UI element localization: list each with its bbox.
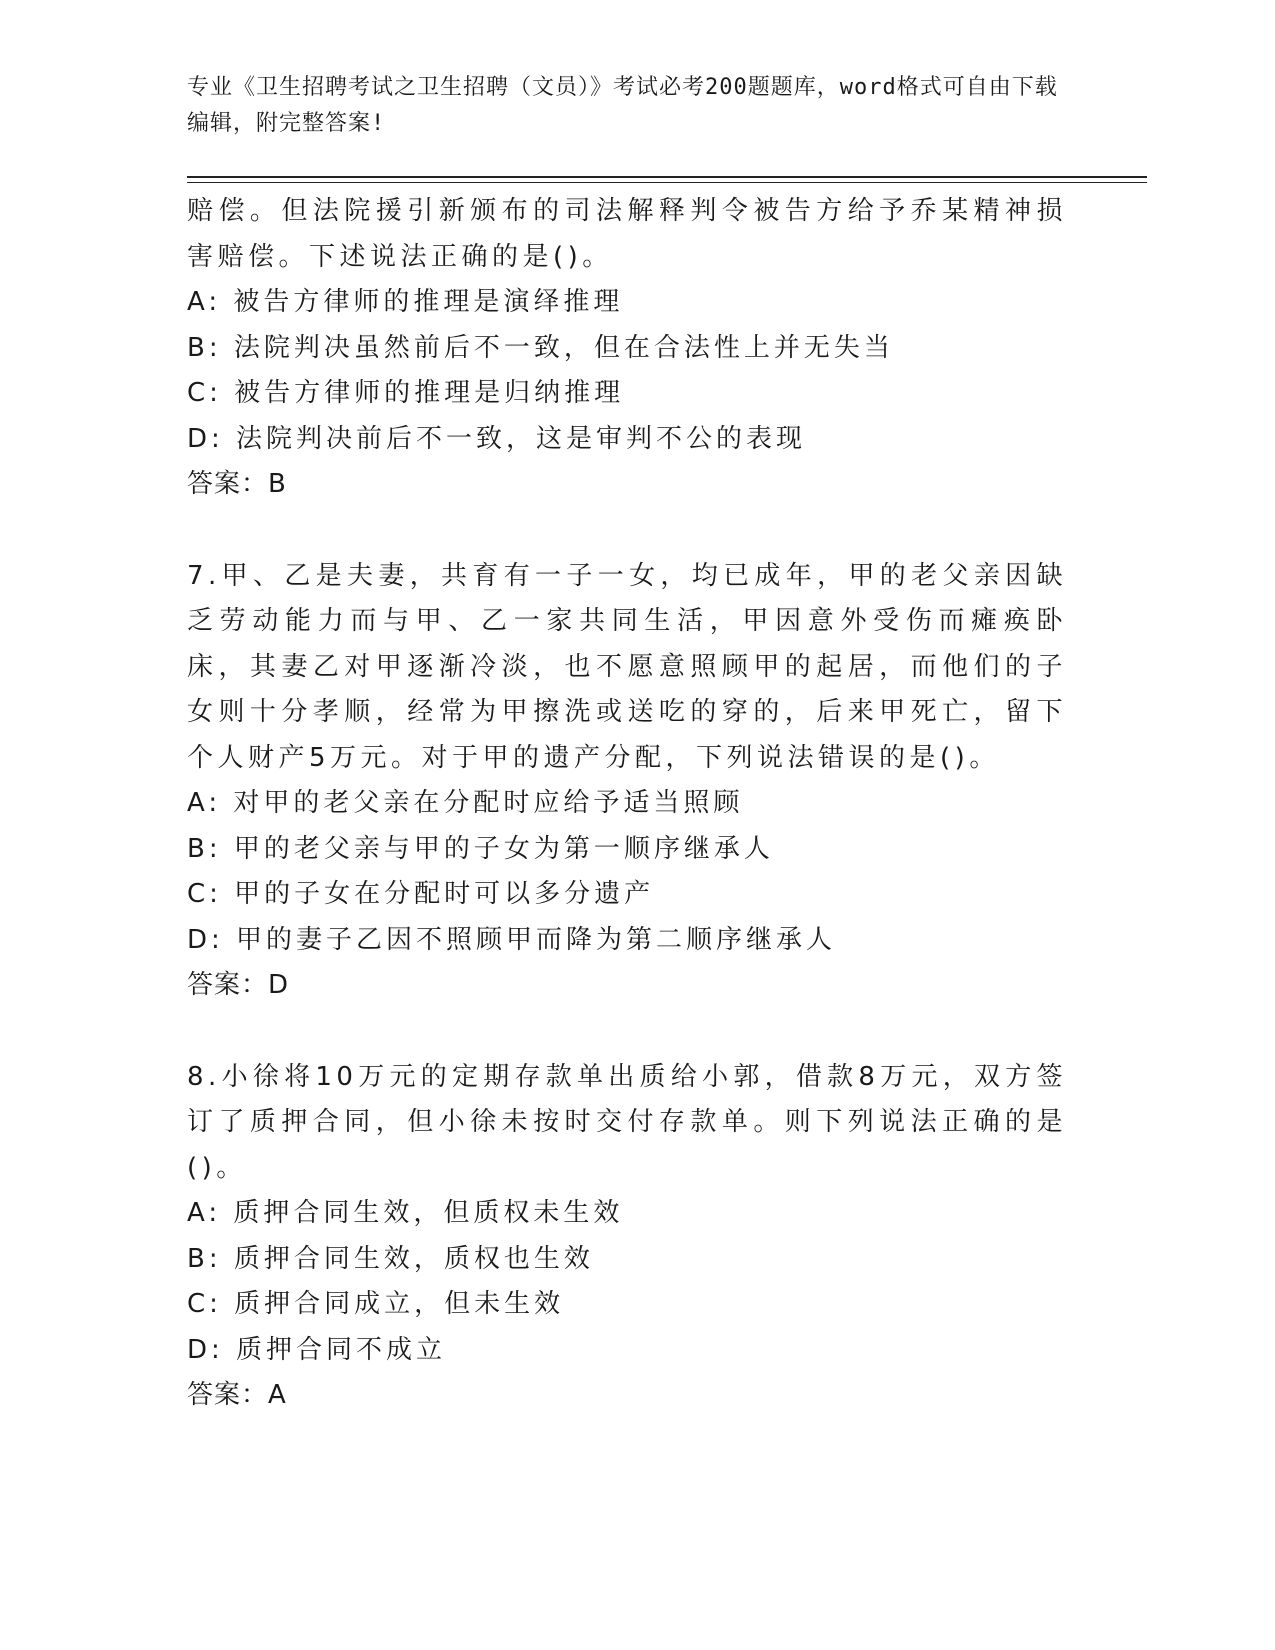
header-rule-thick xyxy=(187,176,1147,178)
question-stem: 赔偿。但法院援引新颁布的司法解释判令被告方给予乔某精神损害赔偿。下述说法正确的是()。 xyxy=(187,196,1067,272)
question-stem: 7.甲、乙是夫妻，共育有一子一女，均已成年，甲的老父亲因缺乏劳动能力而与甲、乙一家共同生活，甲因意外受伤而瘫痪卧床，其妻乙对甲逐渐冷淡，也不愿意照顾甲的起居，而他们的子女则十分孝顺，经常为甲擦洗或送吃的穿的，后来甲死亡，留下个人财产5万元。对于甲的遗产分配，下列说法错误的是()。 xyxy=(187,560,1067,773)
option-c: C: 被告方律师的推理是归纳推理 xyxy=(187,378,625,408)
option-d: D: 甲的妻子乙因不照顾甲而降为第二顺序继承人 xyxy=(187,924,837,955)
option-d: D: 质押合同不成立 xyxy=(187,1334,447,1365)
answer-line: 答案：A xyxy=(187,1380,287,1410)
question-stem: 8.小徐将10万元的定期存款单出质给小郭，借款8万元，双方签订了质押合同，但小徐未按时交付存款单。则下列说法正确的是()。 xyxy=(187,1061,1067,1183)
question-spacer xyxy=(187,508,1067,554)
option-b: B: 质押合同生效，质权也生效 xyxy=(187,1243,594,1274)
option-b: B: 甲的老父亲与甲的子女为第一顺序继承人 xyxy=(187,833,774,864)
question-block xyxy=(187,1055,1067,1419)
option-a: A: 质押合同生效，但质权未生效 xyxy=(187,1198,624,1228)
header-rule-thin xyxy=(187,182,1147,183)
document-header: 专业《卫生招聘考试之卫生招聘（文员）》考试必考200题题库，word格式可自由下载编辑，附完整答案! xyxy=(187,75,1058,136)
question-list xyxy=(187,189,1067,1419)
option-d: D: 法院判决前后不一致，这是审判不公的表现 xyxy=(187,423,807,454)
question-block xyxy=(187,554,1067,1009)
option-c: C: 质押合同成立，但未生效 xyxy=(187,1289,565,1319)
question-block xyxy=(187,189,1067,508)
answer-line: 答案：B xyxy=(187,469,287,499)
option-c: C: 甲的子女在分配时可以多分遗产 xyxy=(187,879,655,909)
option-b: B: 法院判决虽然前后不一致，但在合法性上并无失当 xyxy=(187,332,894,363)
answer-line: 答案：D xyxy=(187,970,290,1000)
option-a: A: 被告方律师的推理是演绎推理 xyxy=(187,287,624,317)
question-spacer xyxy=(187,1009,1067,1055)
option-a: A: 对甲的老父亲在分配时应给予适当照顾 xyxy=(187,788,744,818)
